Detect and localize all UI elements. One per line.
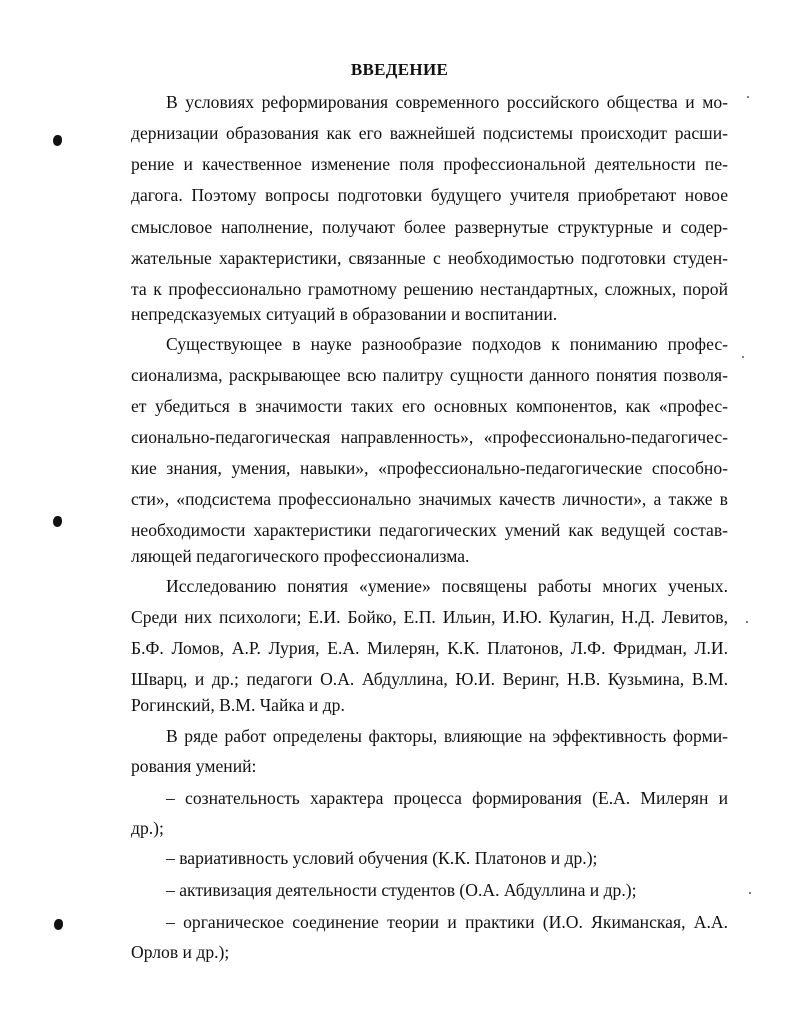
text-line: – активизация деятельности студентов (О.А. Абдуллина и др.); (166, 880, 637, 900)
page-title: ВВЕДЕНИЕ (350, 60, 449, 79)
text-line: – органическое соединение теории и практики (И.О. Якиманская, А.А. (166, 912, 728, 932)
text-line: та к профессионально грамотному решению нестандартных, сложных, порой (131, 279, 728, 299)
text-line: кие знания, умения, навыки», «профессионально-педагогические способно- (131, 458, 728, 478)
text-line: В ряде работ определены факторы, влияющие на эффективность форми- (166, 726, 728, 746)
text-line: сионально-педагогическая направленность», «профессионально-педагогичес- (131, 427, 728, 447)
text-line: Б.Ф. Ломов, А.Р. Лурия, Е.А. Милерян, К.К. Платонов, Л.Ф. Фридман, Л.И. (131, 638, 728, 658)
punch-hole-mark (54, 919, 63, 930)
text-line: жательные характеристики, связанные с необходимостью подготовки студен- (131, 248, 728, 268)
text-line: сионализма, раскрывающее всю палитру сущности данного понятия позволя- (131, 365, 728, 385)
punch-hole-mark (53, 135, 62, 146)
text-line: дагога. Поэтому вопросы подготовки будущего учителя приобретают новое (131, 185, 728, 205)
scan-speck (747, 96, 749, 98)
text-line: – вариативность условий обучения (К.К. Платонов и др.); (166, 848, 598, 868)
scan-speck (742, 356, 744, 358)
text-line: Рогинский, В.М. Чайка и др. (131, 695, 345, 715)
text-line: ляющей педагогического профессионализма. (131, 546, 470, 566)
text-line: Среди них психологи; Е.И. Бойко, Е.П. Ильин, И.Ю. Кулагин, Н.Д. Левитов, (131, 607, 728, 627)
text-line: – сознательность характера процесса формирования (Е.А. Милерян и (166, 788, 728, 808)
text-line: рение и качественное изменение поля профессиональной деятельности пе- (131, 154, 728, 174)
text-line: Шварц, и др.; педагоги О.А. Абдуллина, Ю.И. Веринг, Н.В. Кузьмина, В.М. (131, 669, 728, 689)
text-line: Орлов и др.); (131, 942, 230, 962)
text-line: рования умений: (131, 756, 257, 776)
text-line: Исследованию понятия «умение» посвящены работы многих ученых. (166, 576, 728, 596)
text-line: В условиях реформирования современного российского общества и мо- (166, 92, 728, 112)
punch-hole-mark (53, 516, 62, 527)
text-line: дернизации образования как его важнейшей подсистемы происходит расши- (131, 123, 728, 143)
text-line: др.); (131, 818, 164, 838)
text-line: необходимости характеристики педагогических умений как ведущей состав- (131, 520, 728, 540)
scan-speck (746, 621, 748, 623)
scan-speck (749, 892, 751, 894)
text-line: непредсказуемых ситуаций в образовании и воспитании. (131, 304, 558, 324)
text-line: Существующее в науке разнообразие подходов к пониманию профес- (166, 334, 728, 354)
text-line: ет убедиться в значимости таких его основных компонентов, как «профес- (131, 396, 728, 416)
text-line: смысловое наполнение, получают более развернутые структурные и содер- (131, 217, 728, 237)
text-line: сти», «подсистема профессионально значимых качеств личности», а также в (131, 489, 728, 509)
